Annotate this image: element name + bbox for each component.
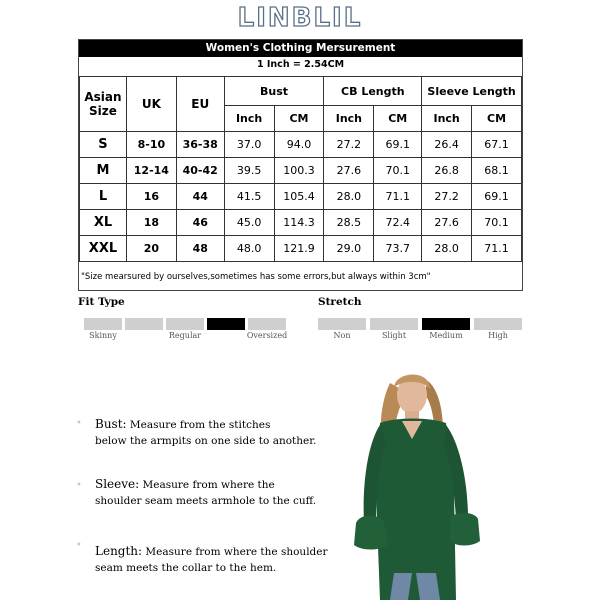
- length-text-2: seam meets the collar to the hem.: [95, 562, 277, 574]
- subheader-cm: CM: [472, 106, 522, 132]
- uk-cell: 8-10: [126, 132, 176, 158]
- measurement-disclaimer: "Size mearsured by ourselves,sometimes has some errors,but always within 3cm": [81, 272, 431, 282]
- bust-instruction: [95, 416, 316, 449]
- sleeve-cm-cell: 70.1: [472, 210, 522, 236]
- bust-inch-cell: 41.5: [224, 184, 274, 210]
- bust-cm-cell: 105.4: [274, 184, 324, 210]
- header-uk: UK: [126, 77, 176, 132]
- bust-heading: Bust:: [95, 417, 127, 431]
- fit-type-label: Fit Type: [78, 296, 125, 308]
- size-chart: [78, 39, 523, 291]
- stretch-segment-medium: [422, 318, 470, 330]
- eu-cell: 36-38: [176, 132, 224, 158]
- bust-inch-cell: 39.5: [224, 158, 274, 184]
- header-cb-length: CB Length: [324, 77, 422, 106]
- table-row: [80, 210, 522, 236]
- table-row: [80, 184, 522, 210]
- subheader-inch: Inch: [422, 106, 472, 132]
- cb-inch-cell: 28.5: [324, 210, 374, 236]
- cb-cm-cell: 71.1: [374, 184, 422, 210]
- cb-inch-cell: 27.6: [324, 158, 374, 184]
- bust-text-1: Measure from the stitches: [129, 419, 271, 431]
- bust-inch-cell: 45.0: [224, 210, 274, 236]
- length-heading: Length:: [95, 544, 143, 558]
- size-cell: M: [80, 158, 127, 184]
- eu-cell: 44: [176, 184, 224, 210]
- fit-tick-oversized: Oversized: [246, 331, 288, 340]
- sleeve-cm-cell: 71.1: [472, 236, 522, 262]
- brand-logo: LINBLIL: [237, 3, 363, 33]
- uk-cell: 20: [126, 236, 176, 262]
- table-row: [80, 132, 522, 158]
- table-row: [80, 236, 522, 262]
- sleeve-heading: Sleeve:: [95, 477, 140, 491]
- subheader-inch: Inch: [224, 106, 274, 132]
- cb-inch-cell: 29.0: [324, 236, 374, 262]
- fit-segment-regular: [166, 318, 204, 330]
- header-eu: EU: [176, 77, 224, 132]
- size-table: [79, 76, 522, 262]
- uk-cell: 12-14: [126, 158, 176, 184]
- uk-cell: 18: [126, 210, 176, 236]
- bullet-dot: •: [76, 418, 82, 429]
- sleeve-inch-cell: 27.6: [422, 210, 472, 236]
- table-row: [80, 158, 522, 184]
- cb-cm-cell: 73.7: [374, 236, 422, 262]
- bust-cm-cell: 114.3: [274, 210, 324, 236]
- sleeve-cm-cell: 69.1: [472, 184, 522, 210]
- size-cell: XL: [80, 210, 127, 236]
- size-cell: S: [80, 132, 127, 158]
- bust-inch-cell: 37.0: [224, 132, 274, 158]
- uk-cell: 16: [126, 184, 176, 210]
- right-ruffle-cuff: [450, 513, 480, 546]
- subheader-inch: Inch: [324, 106, 374, 132]
- header-bust: Bust: [224, 77, 324, 106]
- cb-cm-cell: 72.4: [374, 210, 422, 236]
- fit-segment-selected: [207, 318, 245, 330]
- length-instruction: [95, 543, 328, 576]
- eu-cell: 46: [176, 210, 224, 236]
- subheader-cm: CM: [274, 106, 324, 132]
- jeans-right: [416, 573, 440, 600]
- stretch-tick-non: Non: [333, 331, 351, 340]
- cb-inch-cell: 28.0: [324, 184, 374, 210]
- sleeve-inch-cell: 26.8: [422, 158, 472, 184]
- bust-cm-cell: 121.9: [274, 236, 324, 262]
- conversion-note: 1 Inch = 2.54CM: [256, 59, 345, 70]
- size-cell: L: [80, 184, 127, 210]
- cb-cm-cell: 70.1: [374, 158, 422, 184]
- bust-cm-cell: 100.3: [274, 158, 324, 184]
- bullet-dot: •: [76, 480, 82, 491]
- sleeve-cm-cell: 68.1: [472, 158, 522, 184]
- model-photo: [350, 373, 480, 600]
- sleeve-inch-cell: 27.2: [422, 184, 472, 210]
- stretch-segment-high: [474, 318, 522, 330]
- cb-cm-cell: 69.1: [374, 132, 422, 158]
- shirt-body: [376, 419, 456, 600]
- sleeve-inch-cell: 26.4: [422, 132, 472, 158]
- stretch-tick-slight: Slight: [381, 331, 407, 340]
- size-cell: XXL: [80, 236, 127, 262]
- subheader-cm: CM: [374, 106, 422, 132]
- bust-cm-cell: 94.0: [274, 132, 324, 158]
- eu-cell: 40-42: [176, 158, 224, 184]
- sleeve-cm-cell: 67.1: [472, 132, 522, 158]
- fit-segment-oversized: [248, 318, 286, 330]
- fit-segment-skinny: [84, 318, 122, 330]
- stretch-tick-medium: Medium: [429, 331, 463, 340]
- bust-text-2: below the armpits on one side to another.: [95, 435, 317, 447]
- fit-tick-regular: Regular: [168, 331, 202, 340]
- sleeve-inch-cell: 28.0: [422, 236, 472, 262]
- stretch-label: Stretch: [318, 296, 362, 308]
- bullet-dot: •: [76, 540, 82, 551]
- length-text-1: Measure from where the shoulder: [145, 546, 328, 558]
- eu-cell: 48: [176, 236, 224, 262]
- sleeve-instruction: [95, 476, 316, 509]
- fit-tick-skinny: Skinny: [89, 331, 117, 340]
- bust-inch-cell: 48.0: [224, 236, 274, 262]
- header-sleeve-length: Sleeve Length: [422, 77, 522, 106]
- header-asian-size: Asian Size: [80, 77, 127, 132]
- sleeve-text-1: Measure from where the: [142, 479, 275, 491]
- sleeve-text-2: shoulder seam meets armhole to the cuff.: [95, 495, 317, 507]
- chart-title: Women's Clothing Mersurement: [79, 40, 522, 57]
- cb-inch-cell: 27.2: [324, 132, 374, 158]
- stretch-segment-slight: [370, 318, 418, 330]
- stretch-segment-non: [318, 318, 366, 330]
- fit-segment-2: [125, 318, 163, 330]
- stretch-tick-high: High: [488, 331, 508, 340]
